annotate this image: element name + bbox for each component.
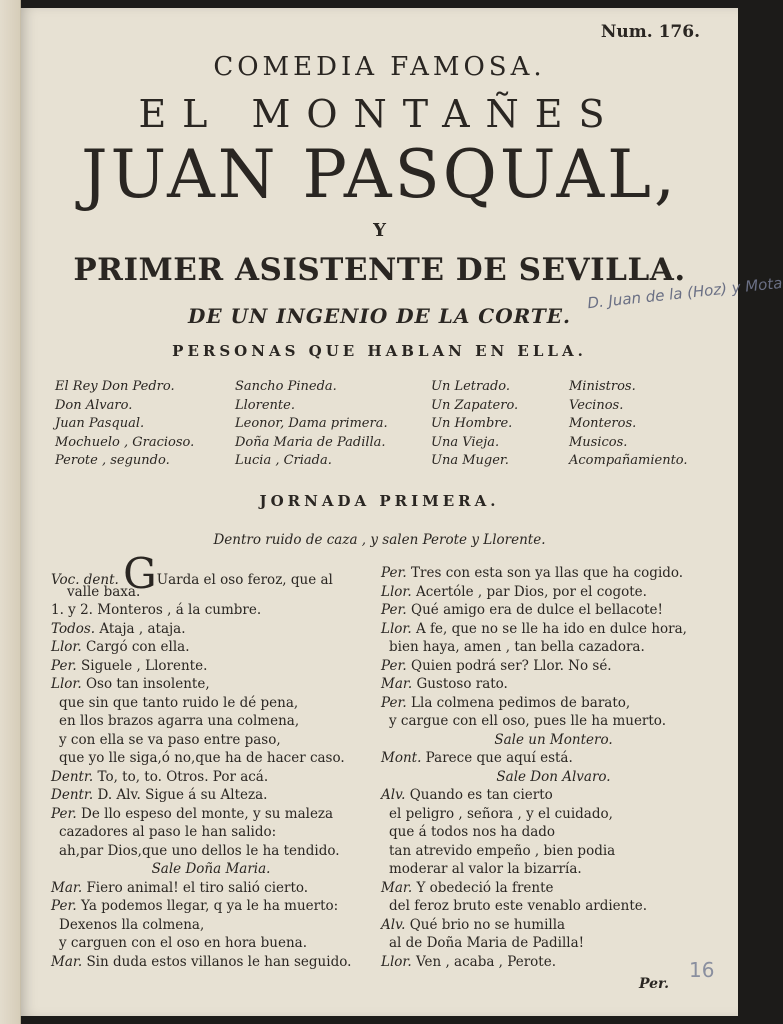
cast-column-4: [569, 378, 688, 471]
speaker-name: Llor.: [51, 639, 82, 655]
dialogue-line: [381, 749, 726, 768]
line-text: Y obedeció la frente: [416, 879, 554, 896]
cast-entry: Vecinos.: [569, 397, 624, 413]
cast-entry: Juan Pasqual.: [55, 416, 145, 431]
line-text: Ven , acaba , Perote.: [415, 953, 557, 970]
line-text: Sale Doña Maria.: [151, 861, 271, 877]
dialogue-line: [51, 934, 371, 953]
cast-entry: Doña Maria de Padilla.: [235, 434, 386, 450]
cast-entry: Una Vieja.: [431, 434, 500, 450]
cast-entry: Sancho Pineda.: [235, 379, 337, 394]
line-text: Quando es tan cierto: [409, 787, 553, 803]
speaker-name: Mar.: [51, 953, 83, 970]
line-text: Parece que aquí está.: [425, 750, 573, 766]
book-spine-edge: [0, 0, 21, 1024]
dialogue-line: [381, 823, 726, 842]
speaker-name: Per.: [51, 657, 77, 674]
dialogue-column-left: [51, 549, 371, 971]
cast-entry: Musicos.: [569, 434, 628, 450]
speaker-name: Per.: [51, 805, 77, 822]
title-juan-pasqual: JUAN PASQUAL,: [81, 136, 678, 213]
dialogue-line: [51, 879, 371, 898]
speaker-name: Voc. dent.: [51, 572, 119, 588]
speaker-name: Mar.: [381, 879, 413, 896]
line-text: del feroz bruto este venablo ardiente.: [389, 898, 648, 914]
dialogue-line: [51, 675, 371, 694]
speaker-name: Per.: [381, 602, 407, 618]
line-text: Ya podemos llegar, q ya le ha muerto:: [81, 898, 339, 914]
dialogue-line: [381, 601, 726, 620]
cast-entry: Una Muger.: [431, 453, 509, 468]
cast-column-1: [55, 378, 194, 471]
line-text: Dexenos lla colmena,: [59, 916, 205, 933]
speaker-name: Llor.: [381, 620, 412, 637]
dialogue-line: [381, 694, 726, 713]
stage-direction-line: [381, 731, 726, 750]
dialogue-line: [381, 805, 726, 824]
dialogue-line: [51, 712, 371, 731]
speaker-name: Alv.: [381, 916, 406, 933]
cast-entry: Llorente.: [235, 397, 295, 413]
line-text: Fiero animal! el tiro salió cierto.: [86, 879, 309, 896]
speaker-name: Dentr.: [51, 768, 94, 785]
dialogue-line: [51, 694, 371, 713]
line-text: Sale Don Alvaro.: [496, 768, 611, 785]
line-text: Oso tan insolente,: [85, 676, 210, 692]
cast-entry: Ministros.: [569, 379, 636, 394]
line-text: Lla colmena pedimos de barato,: [411, 694, 631, 711]
line-text: ah,par Dios,que uno dellos le ha tendido.: [59, 842, 340, 859]
dialogue-line: [381, 675, 726, 694]
line-text: Sale un Montero.: [494, 731, 613, 748]
cast-entry: Don Alvaro.: [55, 397, 133, 413]
speaker-name: Todos.: [51, 620, 96, 637]
cast-entry: Acompañamiento.: [569, 453, 688, 468]
dialogue-line: [51, 620, 371, 639]
cast-entry: Leonor, Dama primera.: [235, 416, 388, 431]
speaker-name: Llor.: [381, 953, 412, 970]
title-montanes: EL MONTAÑES: [138, 92, 621, 136]
line-text: Uarda el oso feroz, que al: [156, 572, 333, 588]
line-text: y carguen con el oso en hora buena.: [59, 935, 307, 951]
handwritten-attribution: D. Juan de la (Hoz) y Mota: [586, 273, 783, 313]
dialogue-line: [381, 860, 726, 879]
stage-direction-line: [381, 768, 726, 787]
dialogue-line: [381, 934, 726, 953]
line-text: Qué amigo era de dulce el bellacote!: [411, 602, 663, 618]
catchword: Per.: [639, 976, 670, 992]
dialogue-line: [381, 712, 726, 731]
speaker-name: Llor.: [381, 583, 412, 600]
dialogue-line: [381, 638, 726, 657]
speaker-name: Mar.: [51, 879, 83, 896]
cast-entry: Monteros.: [569, 416, 637, 431]
cast-entry: Un Hombre.: [431, 416, 513, 431]
dialogue-line: [51, 953, 371, 972]
dialogue-line: [51, 842, 371, 861]
cast-column-2: [235, 378, 388, 471]
dialogue-column-right: [381, 564, 726, 971]
dialogue-line: [51, 897, 371, 916]
line-text: Quien podrá ser? Llor. No sé.: [411, 657, 612, 674]
line-text: moderar al valor la bizarría.: [389, 861, 582, 877]
line-text: y con ella se va paso entre paso,: [59, 731, 281, 748]
cast-entry: Perote , segundo.: [55, 453, 170, 468]
dialogue-line: [51, 749, 371, 768]
dialogue-line: [381, 657, 726, 676]
dialogue-line: [381, 583, 726, 602]
speaker-name: Dentr.: [51, 787, 94, 803]
line-text: cazadores al paso le han salido:: [59, 824, 277, 840]
stage-direction-line: [51, 860, 371, 879]
line-text: Ataja , ataja.: [99, 620, 186, 637]
opening-stage-direction: Dentro ruido de caza , y salen Perote y Llorente.: [213, 532, 546, 548]
dialogue-line: [381, 564, 726, 583]
speaker-name: Per.: [51, 898, 77, 914]
dialogue-line: [381, 897, 726, 916]
line-text: To, to, to. Otros. Por acá.: [97, 768, 269, 785]
dialogue-line: [51, 786, 371, 805]
line-text: tan atrevido empeño , bien podia: [389, 842, 616, 859]
line-text: que á todos nos ha dado: [389, 824, 556, 840]
cast-column-3: [431, 378, 518, 471]
dialogue-line: [381, 620, 726, 639]
author-line: DE UN INGENIO DE LA CORTE.: [187, 304, 571, 328]
line-text: bien haya, amen , tan bella cazadora.: [389, 639, 645, 655]
speaker-name: Alv.: [381, 787, 406, 803]
dialogue-line: [51, 731, 371, 750]
dialogue-line: [51, 805, 371, 824]
dialogue-line: [381, 842, 726, 861]
dialogue-line: [51, 657, 371, 676]
dialogue-line: [381, 786, 726, 805]
line-text: Qué brio no se humilla: [409, 916, 566, 933]
handwritten-page-mark: 16: [689, 958, 715, 982]
dialogue-line: [51, 601, 371, 620]
line-text: D. Alv. Sigue á su Alteza.: [97, 787, 268, 803]
dialogue-line: [51, 823, 371, 842]
line-text: valle baxa.: [67, 583, 141, 600]
line-text: que sin que tanto ruido le dé pena,: [59, 694, 299, 711]
cast-entry: El Rey Don Pedro.: [55, 379, 175, 394]
drop-cap: G: [123, 549, 157, 598]
speaker-name: Mont.: [381, 750, 422, 766]
line-text: A fe, que no se lle ha ido en dulce hora,: [415, 620, 687, 637]
line-text: Acertóle , par Dios, por el cogote.: [415, 583, 647, 600]
speaker-name: Llor.: [51, 676, 82, 692]
line-text: al de Doña Maria de Padilla!: [389, 935, 585, 951]
cast-entry: Un Zapatero.: [431, 397, 519, 413]
subtitle-comedia: COMEDIA FAMOSA.: [213, 52, 546, 82]
line-text: en llos brazos agarra una colmena,: [59, 713, 300, 729]
dialogue-line: [51, 916, 371, 935]
play-number: Num. 176.: [600, 22, 700, 42]
line-text: Siguele , Llorente.: [81, 657, 208, 674]
dialogue-line: [51, 638, 371, 657]
cast-entry: Lucia , Criada.: [235, 453, 332, 468]
line-text: Tres con esta son ya llas que ha cogido.: [411, 565, 684, 581]
line-text: que yo lle siga,ó no,que ha de hacer caso.: [59, 750, 345, 766]
title-conjunction: Y: [373, 220, 386, 241]
line-text: Gustoso rato.: [416, 676, 508, 692]
act-heading: JORNADA PRIMERA.: [259, 492, 500, 510]
line-text: el peligro , señora , y el cuidado,: [389, 805, 613, 822]
title-primer-asistente: PRIMER ASISTENTE DE SEVILLA.: [73, 252, 686, 288]
dialogue-line: [381, 953, 726, 972]
line-text: De llo espeso del monte, y su maleza: [81, 805, 334, 822]
speaker-name: Per.: [381, 565, 407, 581]
cast-entry: Un Letrado.: [431, 379, 511, 394]
dialogue-line: [381, 879, 726, 898]
dialogue-line: [381, 916, 726, 935]
line-text: 1. y 2. Monteros , á la cumbre.: [51, 602, 262, 618]
cast-entry: Mochuelo , Gracioso.: [55, 434, 195, 450]
line-text: Sin duda estos villanos le han seguido.: [86, 953, 352, 970]
book-page: [20, 8, 783, 1016]
speaker-name: Per.: [381, 657, 407, 674]
speaker-name: Per.: [381, 694, 407, 711]
personas-heading: PERSONAS QUE HABLAN EN ELLA.: [172, 342, 587, 360]
line-text: Cargó con ella.: [85, 639, 190, 655]
dialogue-line: [51, 768, 371, 787]
line-text: y cargue con ell oso, pues lle ha muerto.: [389, 713, 666, 729]
speaker-name: Mar.: [381, 676, 413, 692]
